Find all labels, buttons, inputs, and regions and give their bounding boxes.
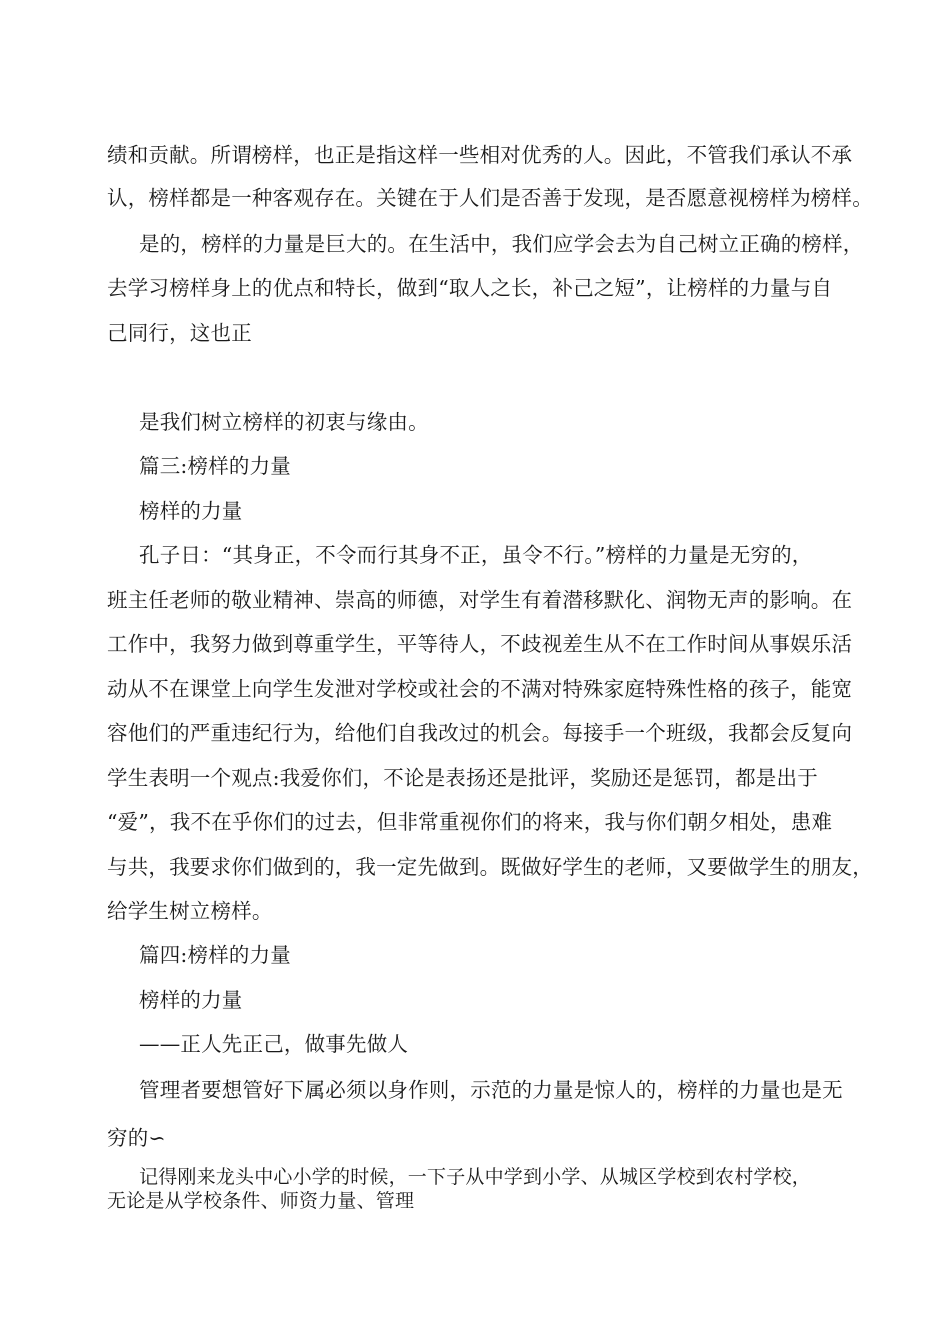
paragraph-line: 孔子日：“其身正，不令而行其身不正，虽令不行。”榜样的力量是无穷的， <box>139 543 813 567</box>
paragraph-line: 动从不在课堂上向学生发泄对学校或社会的不满对特殊家庭特殊性格的孩子，能宽 <box>107 677 853 701</box>
paragraph-line: 己同行，这也正 <box>107 321 252 345</box>
paragraph-line: 绩和贡献。所谓榜样，也正是指这样一些相对优秀的人。因此，不管我们承认不承 <box>107 143 853 167</box>
paragraph-line: 是的，榜样的力量是巨大的。在生活中，我们应学会去为自己树立正确的榜样， <box>139 232 864 256</box>
paragraph-line: 班主任老师的敬业精神、崇高的师德，对学生有着潜移默化、润物无声的影响。在 <box>107 588 853 612</box>
section-title: 榜样的力量 <box>139 988 243 1012</box>
section-subtitle: ——正人先正己，做事先做人 <box>139 1032 409 1056</box>
paragraph-line: 容他们的严重违纪行为，给他们自我改过的机会。每接手一个班级，我都会反复向 <box>107 721 853 745</box>
paragraph-line: 是我们树立榜样的初衷与缘由。 <box>139 410 429 434</box>
paragraph-line: 去学习榜样身上的优点和特长，做到“取人之长，补己之短”，让榜样的力量与自 <box>107 276 833 300</box>
paragraph-line: 认，榜样都是一种客观存在。关键在于人们是否善于发现，是否愿意视榜样为榜样。 <box>107 186 873 210</box>
paragraph-line: 给学生树立榜样。 <box>107 899 273 923</box>
paragraph-line: 工作中，我努力做到尊重学生，平等待人，不歧视差生从不在工作时间从事娱乐活 <box>107 632 853 656</box>
paragraph-line: 学生表明一个观点:我爱你们，不论是表扬还是批评，奖励还是惩罚，都是出于 <box>107 766 818 790</box>
section-title: 榜样的力量 <box>139 499 243 523</box>
paragraph-line: 与共，我要求你们做到的，我一定先做到。既做好学生的老师，又要做学生的朋友， <box>107 855 873 879</box>
paragraph-line: 记得刚来龙头中心小学的时候，一下子从中学到小学、从城区学校到农村学校， <box>139 1166 812 1188</box>
paragraph-line: “爱”，我不在乎你们的过去，但非常重视你们的将来，我与你们朝夕相处，患难 <box>107 810 833 834</box>
section-heading: 篇三:榜样的力量 <box>139 454 292 478</box>
paragraph-line: 穷的∽ <box>107 1126 166 1150</box>
paragraph-line: 管理者要想管好下属必须以身作则，示范的力量是惊人的，榜样的力量也是无 <box>139 1078 843 1102</box>
section-heading: 篇四:榜样的力量 <box>139 943 292 967</box>
paragraph-line: 无论是从学校条件、师资力量、管理 <box>107 1190 415 1212</box>
